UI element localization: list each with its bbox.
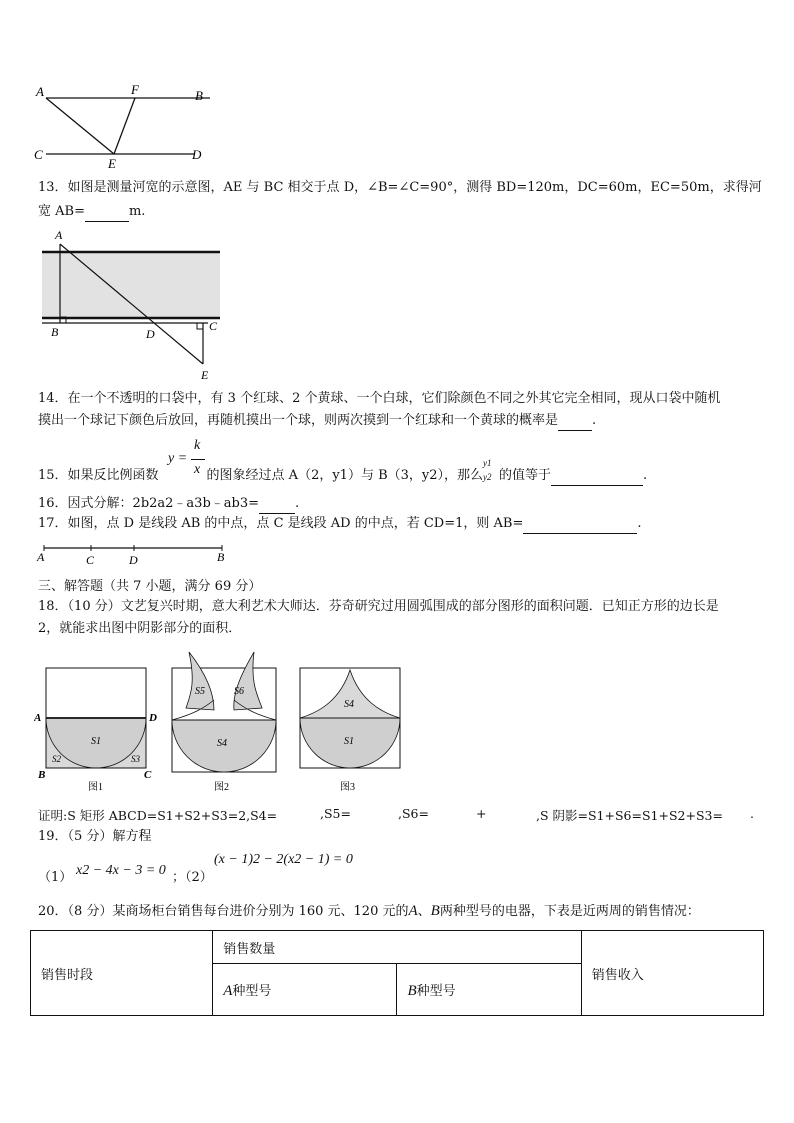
q18-line2: 2，就能求出图中阴影部分的面积． — [38, 621, 242, 636]
q20-line — [38, 901, 758, 922]
sales-table — [30, 930, 764, 1016]
q20-A: A — [408, 903, 418, 919]
label-B: B — [51, 325, 59, 339]
river-figure — [38, 226, 228, 386]
header-period: 销售时段 — [31, 931, 213, 1016]
label-A: A — [34, 712, 42, 724]
label-S3: S3 — [131, 754, 140, 764]
q16-period: . — [295, 496, 300, 511]
proof-part-5: ,S 阴影=S1+S6=S1+S2+S3= — [536, 808, 723, 823]
ratio-den: y2 — [483, 472, 492, 482]
q15-line — [38, 458, 758, 486]
typeA-letter: A — [223, 982, 233, 999]
label-S5: S5 — [195, 686, 205, 697]
header-qty: 销售数量 — [213, 931, 581, 964]
caption-fig2: 图2 — [214, 782, 229, 792]
label-S4: S4 — [217, 738, 227, 749]
q13-unit: m. — [128, 204, 146, 219]
formula-x: x — [194, 462, 201, 477]
typeB-letter: B — [407, 982, 417, 999]
label-S1: S1 — [91, 736, 101, 747]
header-typeA — [213, 964, 397, 1016]
q17-line — [38, 514, 758, 534]
label-A: A — [37, 550, 45, 564]
proof-part-3: ,S6= — [398, 806, 429, 821]
q16-text: 16．因式分解：2b2a2﹣a3b﹣ab3= — [38, 496, 260, 511]
q17-answer-blank — [523, 519, 637, 534]
q13-line1: 13．如图是测量河宽的示意图，AE 与 BC 相交于点 D，∠B=∠C=90°，测得 BD=120m，DC=60m，EC=50m，求得河 — [38, 180, 762, 195]
q14-line1: 14．在一个不透明的口袋中，有 3 个红球、2 个黄球、一个白球，它们除颜色不同之外其它完全相同，现从口袋中随机 — [38, 391, 721, 406]
q16-answer-blank — [259, 499, 295, 514]
q13-answer-blank — [85, 207, 129, 222]
formula-y: y = — [168, 451, 188, 466]
formula-fraction-bar — [191, 459, 205, 460]
label-S2: S2 — [52, 754, 61, 764]
label-S6: S6 — [234, 686, 244, 697]
q18-figure-2 — [164, 650, 286, 792]
parallel-lines-figure — [30, 80, 220, 170]
label-E: E — [108, 156, 116, 170]
q17-period: . — [637, 516, 642, 531]
label-C: C — [144, 769, 152, 781]
q13-line2 — [38, 202, 758, 222]
label-E: E — [201, 368, 209, 382]
proof-part-2: ,S5= — [320, 806, 351, 821]
q19-equation-1: x2 − 4x − 3 = 0 — [76, 863, 166, 878]
proof-part-4: + — [476, 806, 487, 821]
q14-period: . — [592, 413, 597, 428]
label-C: C — [34, 147, 43, 162]
formula-k: k — [194, 438, 201, 453]
q16-line — [38, 494, 758, 514]
label-D: D — [146, 327, 155, 341]
caption-fig1: 图1 — [88, 782, 103, 792]
label-A: A — [36, 84, 44, 99]
label-S1: S1 — [344, 736, 354, 747]
label-B: B — [195, 88, 203, 103]
segment-figure — [34, 538, 234, 566]
label-C: C — [209, 319, 218, 333]
q15-middle: 的图象经过点 A（2，y1）与 B（3，y2），那么 — [206, 468, 484, 483]
typeA-label: 种型号 — [232, 983, 272, 999]
section3-heading: 三、解答题（共 7 小题，满分 69 分） — [38, 579, 262, 594]
q14-line2 — [38, 411, 758, 431]
q19-equation-2: (x − 1)2 − 2(x2 − 1) = 0 — [214, 852, 353, 867]
proof-part-1: 证明:S 矩形 ABCD=S1+S2+S3=2,S4= — [38, 808, 278, 823]
q20-text-a: 20．（8 分）某商场柜台销售每台进价分别为 160 元、120 元的 — [38, 904, 409, 919]
q19-part1-label: （1） — [38, 870, 73, 885]
q15-period: . — [643, 468, 648, 483]
proof-part-6: . — [750, 806, 754, 821]
q20-text-b: 两种型号的电器，下表是近两周的销售情况： — [439, 904, 700, 919]
q19-title: 19．（5 分）解方程 — [38, 829, 152, 844]
q18-line1: 18．（10 分）文艺复兴时期，意大利艺术大师达．芬奇研究过用圆弧围成的部分图形的面积问题．已知正方形的边长是 — [38, 599, 719, 614]
q14-answer-blank — [558, 416, 592, 431]
label-F: F — [131, 82, 139, 97]
table-row — [31, 931, 764, 964]
q20-sep: 、 — [417, 904, 431, 919]
q19-separator: ；（2） — [172, 870, 213, 885]
q17-text: 17．如图，点 D 是线段 AB 的中点，点 C 是线段 AD 的中点，若 CD=1，则 AB= — [38, 516, 524, 531]
q15-answer-blank — [551, 471, 643, 486]
label-A: A — [55, 228, 63, 242]
label-S4: S4 — [344, 699, 354, 710]
header-typeB — [397, 964, 581, 1016]
q18-proof-line — [38, 806, 768, 826]
label-D: D — [129, 553, 138, 566]
label-C: C — [86, 553, 95, 566]
q15-suffix: 的值等于 — [499, 468, 552, 483]
ratio-num: y1 — [483, 458, 492, 468]
q18-figure-1 — [34, 660, 160, 792]
typeB-label: 种型号 — [416, 983, 456, 999]
q18-figure-3 — [294, 660, 406, 792]
caption-fig3: 图3 — [340, 782, 355, 792]
label-D: D — [192, 147, 202, 162]
q19-equations — [38, 852, 438, 892]
q13-prefix: 宽 AB= — [38, 204, 85, 219]
q14-text: 摸出一个球记下颜色后放回，再随机摸出一个球，则两次摸到一个红球和一个黄球的概率是 — [38, 413, 559, 428]
header-revenue: 销售收入 — [581, 931, 763, 1016]
label-B: B — [217, 550, 225, 564]
q20-B: B — [430, 903, 440, 919]
q15-prefix: 15．如果反比例函数 — [38, 468, 159, 483]
label-D: D — [149, 712, 157, 724]
q15-ratio — [483, 458, 499, 482]
label-B: B — [38, 769, 46, 781]
